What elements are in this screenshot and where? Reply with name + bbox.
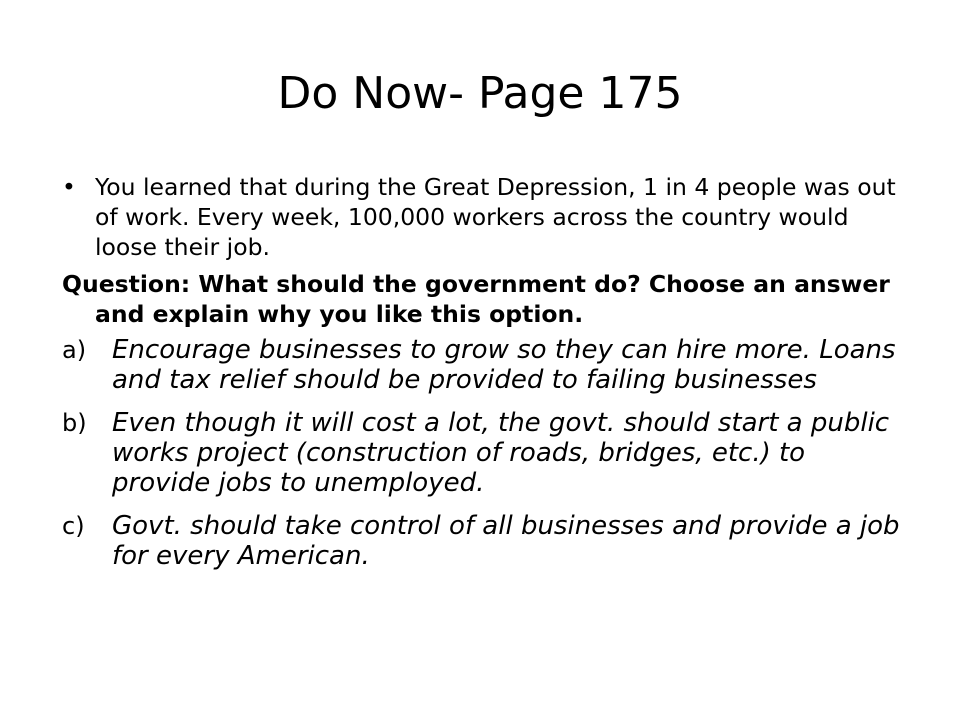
option-c — [62, 511, 902, 571]
bullet-icon: • — [62, 173, 76, 201]
question-text: Question: What should the government do? Choose an answer and explain why you like this option. — [62, 270, 890, 328]
slide-content — [62, 172, 902, 584]
option-b-marker: b) — [62, 409, 87, 437]
answer-options — [62, 335, 902, 571]
option-c-marker: c) — [62, 512, 85, 540]
option-a-text: Encourage businesses to grow so they can hire more. Loans and tax relief should be provided to failing businesses — [112, 335, 896, 395]
option-c-text: Govt. should take control of all businesses and provide a job for every American. — [112, 511, 900, 571]
option-a-marker: a) — [62, 336, 87, 364]
option-b — [62, 408, 902, 498]
option-b-text: Even though it will cost a lot, the govt. should start a public works project (construction of roads, bridges, etc.) to provide jobs to unemployed. — [112, 408, 890, 498]
bullet-item — [62, 172, 902, 262]
bullet-text: You learned that during the Great Depression, 1 in 4 people was out of work. Every week, 100,000 workers across the country would loose their job. — [95, 173, 896, 261]
slide-title: Do Now- Page 175 — [277, 68, 683, 119]
option-a — [62, 335, 902, 395]
